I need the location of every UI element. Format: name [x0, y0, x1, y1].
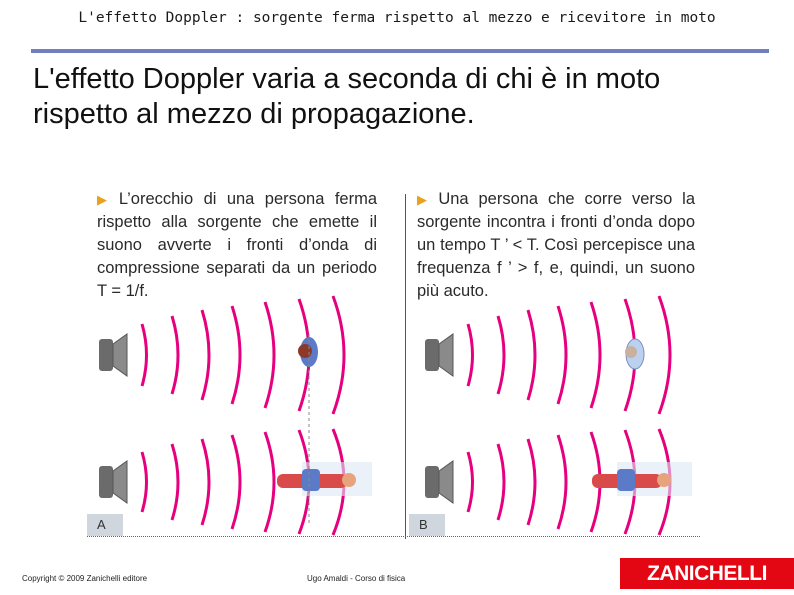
- figure-baseline: [87, 536, 700, 537]
- speaker-icon: [99, 461, 127, 503]
- panel-a-caption-text: L’orecchio di una persona ferma rispetto alla sorgente che emette il suono avverte i fronti d’onda di compressione separati da un periodo T = 1/f.: [97, 190, 378, 300]
- slide-title: L'effetto Doppler : sorgente ferma rispetto al mezzo e ricevitore in moto: [78, 10, 716, 26]
- panel-b-bottom-row: [425, 429, 692, 535]
- standing-person-icon: [625, 339, 644, 369]
- bullet-arrow-icon: ▶: [417, 192, 433, 207]
- panel-b-caption-text: Una persona che corre verso la sorgente incontra i fronti d’onda dopo un tempo T ’ < T. Così percepisce una frequenza f ’ > f, e, quindi, un suono più acuto.: [417, 190, 696, 300]
- footer-author: Ugo Amaldi - Corso di fisica: [307, 574, 406, 583]
- speaker-icon: [425, 334, 453, 376]
- title-rule: [31, 49, 769, 53]
- wavefront-illustration: [87, 184, 700, 542]
- doppler-figure: [87, 184, 700, 542]
- panel-divider: [405, 194, 406, 539]
- standing-person-icon: [298, 337, 318, 367]
- slide-body-text: L'effetto Doppler varia a seconda di chi è in moto rispetto al mezzo di propagazione.: [33, 63, 661, 130]
- panel-b-top-row: [425, 296, 670, 414]
- speaker-icon: [425, 461, 453, 503]
- footer-copyright: Copyright © 2009 Zanichelli editore: [22, 574, 148, 583]
- panel-a-label: A: [87, 514, 123, 536]
- panel-a-top-row: [99, 296, 344, 414]
- speaker-icon: [99, 334, 127, 376]
- panel-a-bottom-row: [99, 334, 372, 535]
- zanichelli-logo: ZANICHELLI: [620, 558, 794, 589]
- bullet-arrow-icon: ▶: [97, 192, 113, 207]
- panel-b-label: B: [409, 514, 445, 536]
